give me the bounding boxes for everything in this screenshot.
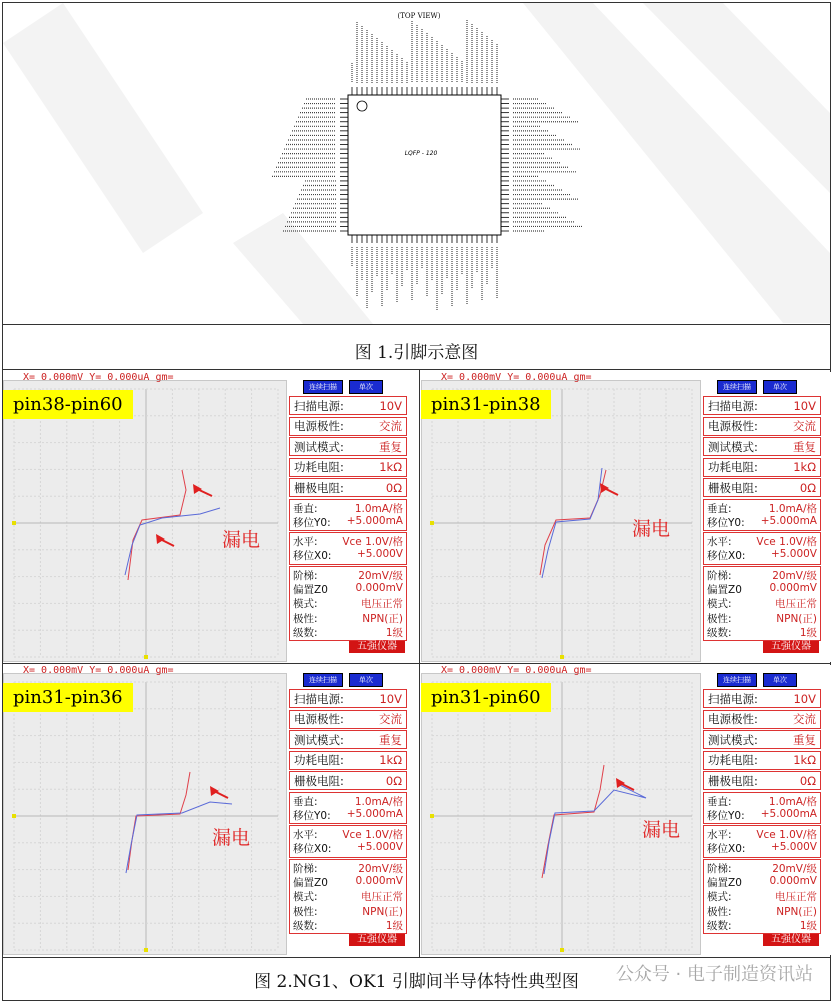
panel-group-row (703, 827, 821, 841)
panel-group-label: 水平: (707, 536, 732, 549)
panel-row (289, 437, 407, 456)
leakage-label: 漏电 (222, 529, 261, 551)
panel-row-label: 栅极电阻: (294, 773, 344, 788)
panel-row-label: 测试模式: (294, 439, 344, 454)
panel-group-value: +5.000mA (346, 807, 403, 820)
panel-row-value: 交流 (793, 712, 816, 726)
figure2-caption: 图 2.NG1、OK1 引脚间半导体特性典型图 (254, 972, 579, 992)
continuous-scan-button[interactable]: 连续扫描 (717, 673, 757, 687)
divider (2, 369, 831, 370)
y-origin-marker (12, 814, 16, 818)
chip-body (348, 95, 501, 235)
panel-group-row (703, 794, 821, 808)
panel-group-value: 1级 (799, 626, 817, 639)
leakage-label: 漏电 (212, 827, 251, 849)
panel-row (289, 730, 407, 749)
single-scan-button[interactable]: 单次 (349, 380, 383, 394)
panel-group-label: 模式: (707, 598, 732, 611)
panel-group-label: 移位Y0: (293, 809, 331, 822)
panel-group-label: 垂直: (707, 502, 732, 515)
panel-group-value: Vce 1.0V/格 (342, 829, 403, 842)
panel-row (703, 437, 821, 456)
panel-group-row (289, 611, 407, 625)
scope-grid (4, 381, 288, 663)
panel-group-value: NPN(正) (776, 905, 817, 918)
panel-group-label: 水平: (707, 829, 732, 842)
panel-group-value: +5.000mA (346, 514, 403, 527)
divider (2, 663, 831, 664)
panel-group-label: 移位Y0: (293, 516, 331, 529)
scope-display (3, 380, 287, 662)
panel-group-value: 1.0mA/格 (768, 795, 817, 808)
panel-group-row (703, 534, 821, 548)
scope-display (421, 673, 701, 955)
top-view-label: (TOP VIEW) (397, 12, 441, 20)
panel-row-label: 功耗电阻: (708, 460, 758, 474)
panel-group-row (289, 501, 407, 515)
panel-group-label: 阶梯: (707, 569, 732, 582)
panel-group-row (289, 827, 407, 841)
panel-row (703, 751, 821, 770)
panel-group-value: 1.0mA/格 (354, 502, 403, 515)
panel-group-label: 级数: (293, 919, 318, 932)
panel-group-label: 级数: (707, 919, 732, 932)
panel-group-row (289, 794, 407, 808)
divider (2, 324, 831, 325)
panel-row-value: 0Ω (799, 480, 816, 495)
readout-bar: X= 0.000mV Y= 0.000uA gm= (23, 372, 174, 383)
panel-group-label: 移位Y0: (707, 516, 745, 529)
panel-group-value: +5.000V (770, 548, 817, 561)
panel-group-row (703, 568, 821, 582)
parameter-panel (289, 673, 407, 953)
panel-group-value: 0.000mV (769, 582, 817, 594)
leakage-label: 漏电 (632, 518, 671, 540)
panel-group-row (703, 861, 821, 875)
panel-group-value: 电压正常 (361, 598, 403, 611)
panel-group-value: 1级 (799, 919, 817, 932)
y-origin-marker (430, 814, 434, 818)
panel-row-label: 扫描电源: (294, 691, 344, 706)
panel-row (289, 478, 407, 497)
panel-row-label: 功耗电阻: (294, 460, 344, 474)
panel-row-value: 交流 (379, 419, 402, 433)
panel-row-label: 栅极电阻: (708, 773, 758, 788)
panel-group-value: +5.000V (356, 548, 403, 561)
panel-group-label: 垂直: (293, 795, 318, 808)
panel-group-label: 模式: (293, 598, 318, 611)
readout-bar: X= 0.000mV Y= 0.000uA gm= (441, 665, 592, 676)
panel-group-label: 移位X0: (293, 843, 332, 856)
continuous-scan-button[interactable]: 连续扫描 (303, 673, 343, 687)
panel-row-value: 1kΩ (379, 753, 402, 767)
panel-row-label: 电源极性: (708, 712, 758, 726)
panel-row-value: 1kΩ (793, 460, 816, 474)
panel-group-value: 20mV/级 (772, 862, 817, 875)
panel-row (289, 710, 407, 729)
panel-group-row (703, 841, 821, 855)
panel-group-value: Vce 1.0V/格 (756, 536, 817, 549)
panel-group-row (289, 515, 407, 529)
panel-row (289, 417, 407, 436)
panel-group-label: 偏置Z0 (707, 584, 742, 596)
leakage-label: 漏电 (642, 819, 681, 841)
panel-group-value: 1级 (385, 626, 403, 639)
panel-group-label: 模式: (293, 891, 318, 904)
readout-bar: X= 0.000mV Y= 0.000uA gm= (441, 372, 592, 383)
panel-row-label: 电源极性: (294, 712, 344, 726)
panel-row-value: 1kΩ (379, 460, 402, 474)
single-scan-button[interactable]: 单次 (763, 380, 797, 394)
panel-group-value: +5.000mA (760, 807, 817, 820)
panel-group-label: 水平: (293, 829, 318, 842)
pin-pair-label: pin31-pin38 (421, 390, 551, 419)
panel-group-value: 0.000mV (769, 875, 817, 887)
panel-group-row (289, 889, 407, 903)
parameter-panel (703, 673, 821, 953)
panel-row-label: 电源极性: (294, 419, 344, 433)
panel-group-row (289, 582, 407, 596)
panel-group-row (703, 501, 821, 515)
panel-row (703, 458, 821, 477)
panel-group-row (703, 596, 821, 610)
panel-group-row (703, 904, 821, 918)
panel-group-row (289, 534, 407, 548)
panel-row-value: 0Ω (385, 480, 402, 495)
panel-row (289, 689, 407, 708)
panel-group-label: 极性: (293, 612, 318, 625)
panel-group-row (289, 904, 407, 918)
readout-bar: X= 0.000mV Y= 0.000uA gm= (23, 665, 174, 676)
panel-row (703, 417, 821, 436)
parameter-panel (289, 380, 407, 660)
divider (2, 957, 831, 958)
panel-group-value: 电压正常 (775, 891, 817, 904)
x-origin-marker (560, 948, 564, 952)
panel-row (289, 396, 407, 415)
panel-group-row (703, 582, 821, 596)
panel-row-label: 测试模式: (294, 732, 344, 747)
panel-group-label: 级数: (707, 626, 732, 639)
panel-row (703, 396, 821, 415)
chip-pinout-figure (3, 3, 830, 324)
panel-group-label: 偏置Z0 (707, 877, 742, 889)
panel-row-value: 0Ω (799, 773, 816, 788)
panel-group-label: 阶梯: (293, 862, 318, 875)
panel-row-value: 10V (793, 691, 816, 706)
panel-group-value: 0.000mV (355, 875, 403, 887)
package-label: LQFP - 120 (404, 150, 438, 157)
chip-diagram (3, 3, 830, 324)
scope-grid (4, 674, 288, 956)
panel-row (289, 751, 407, 770)
panel-group-label: 水平: (293, 536, 318, 549)
panel-group-row (703, 889, 821, 903)
panel-row (703, 689, 821, 708)
panel-group-value: 电压正常 (775, 598, 817, 611)
panel-row (703, 730, 821, 749)
pin-pair-label: pin31-pin36 (3, 683, 133, 712)
panel-row-value: 交流 (379, 712, 402, 726)
panel-row-value: 1kΩ (793, 753, 816, 767)
panel-group-value: +5.000V (356, 841, 403, 854)
panel-group-row (289, 625, 407, 639)
panel-row-value: 10V (793, 398, 816, 413)
panel-row-label: 测试模式: (708, 439, 758, 454)
panel-group-row (703, 918, 821, 932)
panel-group-label: 偏置Z0 (293, 584, 328, 596)
panel-group-label: 移位Y0: (707, 809, 745, 822)
panel-row-label: 功耗电阻: (294, 753, 344, 767)
panel-row-label: 栅极电阻: (294, 480, 344, 495)
panel-group-label: 极性: (707, 905, 732, 918)
panel-row-label: 功耗电阻: (708, 753, 758, 767)
panel-group-value: +5.000V (770, 841, 817, 854)
panel-row (703, 478, 821, 497)
curve-tracer-screen (421, 372, 831, 662)
panel-row-value: 重复 (379, 439, 402, 454)
panel-row (703, 710, 821, 729)
curve-tracer-screen (3, 372, 417, 662)
panel-group-value: 20mV/级 (772, 569, 817, 582)
panel-group-row (703, 808, 821, 822)
brand-label: 五强仪器 (349, 934, 405, 946)
pin-pair-label: pin31-pin60 (421, 683, 551, 712)
panel-row-label: 扫描电源: (708, 398, 758, 413)
curve-tracer-screen (3, 665, 417, 955)
panel-group-label: 移位X0: (707, 550, 746, 563)
single-scan-button[interactable]: 单次 (763, 673, 797, 687)
panel-row-label: 测试模式: (708, 732, 758, 747)
panel-group-row (703, 515, 821, 529)
panel-row-label: 电源极性: (708, 419, 758, 433)
panel-group-label: 移位X0: (293, 550, 332, 563)
continuous-scan-button[interactable]: 连续扫描 (717, 380, 757, 394)
curve-tracer-screen (421, 665, 831, 955)
pin-pair-label: pin38-pin60 (3, 390, 133, 419)
y-origin-marker (430, 521, 434, 525)
panel-group-value: Vce 1.0V/格 (342, 536, 403, 549)
panel-group-label: 阶梯: (293, 569, 318, 582)
panel-row-value: 重复 (379, 732, 402, 747)
panel-group-row (703, 548, 821, 562)
panel-row-label: 扫描电源: (294, 398, 344, 413)
panel-group-row (289, 918, 407, 932)
panel-group-label: 级数: (293, 626, 318, 639)
panel-group-label: 垂直: (707, 795, 732, 808)
panel-row (289, 458, 407, 477)
panel-group-value: 20mV/级 (358, 569, 403, 582)
panel-row-label: 栅极电阻: (708, 480, 758, 495)
single-scan-button[interactable]: 单次 (349, 673, 383, 687)
y-origin-marker (12, 521, 16, 525)
panel-group-value: +5.000mA (760, 514, 817, 527)
panel-group-label: 移位X0: (707, 843, 746, 856)
panel-group-row (289, 841, 407, 855)
panel-group-label: 模式: (707, 891, 732, 904)
panel-group-label: 阶梯: (707, 862, 732, 875)
scope-display (3, 673, 287, 955)
divider (419, 369, 420, 958)
panel-row-value: 10V (379, 398, 402, 413)
continuous-scan-button[interactable]: 连续扫描 (303, 380, 343, 394)
panel-group-value: NPN(正) (362, 612, 403, 625)
figure1-caption: 图 1.引脚示意图 (354, 343, 479, 363)
panel-group-row (289, 875, 407, 889)
x-origin-marker (144, 948, 148, 952)
panel-row (289, 771, 407, 790)
panel-group-label: 极性: (293, 905, 318, 918)
panel-group-value: 电压正常 (361, 891, 403, 904)
panel-group-row (289, 861, 407, 875)
panel-group-row (703, 611, 821, 625)
panel-group-value: Vce 1.0V/格 (756, 829, 817, 842)
panel-group-value: 0.000mV (355, 582, 403, 594)
panel-group-value: 1.0mA/格 (768, 502, 817, 515)
panel-group-row (289, 596, 407, 610)
panel-row-value: 0Ω (385, 773, 402, 788)
brand-label: 五强仪器 (349, 641, 405, 653)
panel-group-label: 偏置Z0 (293, 877, 328, 889)
panel-group-value: NPN(正) (362, 905, 403, 918)
panel-group-value: 1级 (385, 919, 403, 932)
panel-row-label: 扫描电源: (708, 691, 758, 706)
panel-row-value: 重复 (793, 439, 816, 454)
panel-group-row (289, 548, 407, 562)
panel-group-label: 极性: (707, 612, 732, 625)
brand-label: 五强仪器 (763, 641, 819, 653)
panel-group-row (289, 568, 407, 582)
brand-label: 五强仪器 (763, 934, 819, 946)
x-origin-marker (560, 655, 564, 659)
panel-row (703, 771, 821, 790)
panel-row-value: 交流 (793, 419, 816, 433)
x-origin-marker (144, 655, 148, 659)
panel-group-row (289, 808, 407, 822)
watermark-text: 公众号 · 电子制造资讯站 (615, 964, 813, 985)
panel-group-row (703, 875, 821, 889)
panel-row-value: 10V (379, 691, 402, 706)
panel-group-value: 20mV/级 (358, 862, 403, 875)
panel-group-label: 垂直: (293, 502, 318, 515)
panel-group-value: NPN(正) (776, 612, 817, 625)
parameter-panel (703, 380, 821, 660)
panel-group-value: 1.0mA/格 (354, 795, 403, 808)
panel-group-row (703, 625, 821, 639)
panel-row-value: 重复 (793, 732, 816, 747)
